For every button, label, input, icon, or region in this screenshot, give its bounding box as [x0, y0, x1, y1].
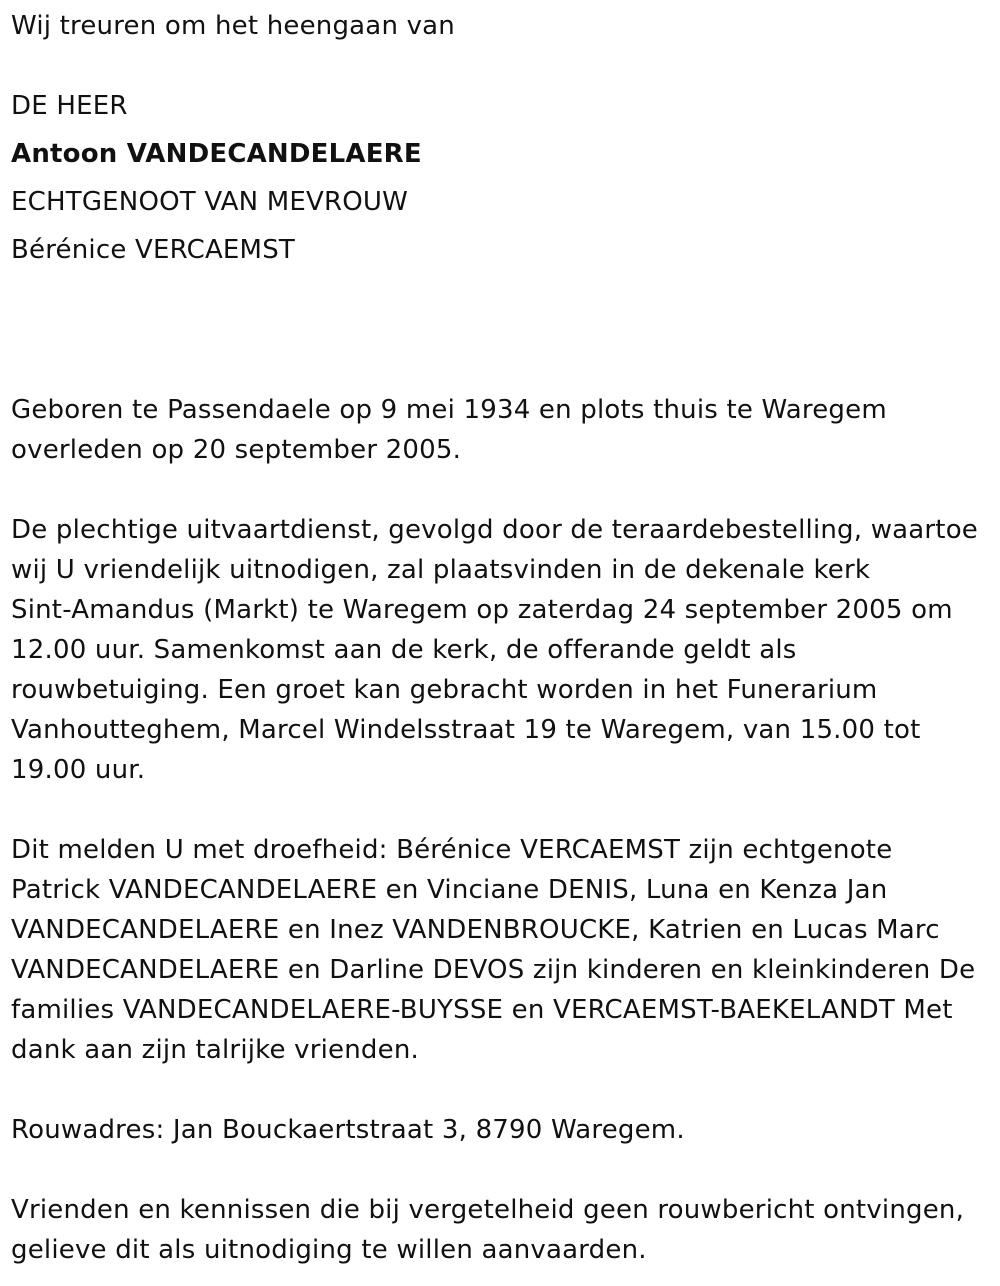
- funeral-line-2: wij U vriendelijk uitnodigen, zal plaatsvinden in de dekenale kerk: [11, 555, 871, 585]
- family-line-3: VANDECANDELAERE en Inez VANDENBROUCKE, Katrien en Lucas Marc: [11, 915, 940, 945]
- birth-death-line-2: overleden op 20 september 2005.: [11, 435, 462, 465]
- family-line-6: dank aan zijn talrijke vrienden.: [11, 1035, 419, 1065]
- birth-death-line-1: Geboren te Passendaele op 9 mei 1934 en plots thuis te Waregem: [11, 395, 887, 425]
- funeral-line-4: 12.00 uur. Samenkomst aan de kerk, de offerande geldt als: [11, 635, 797, 665]
- closing-line-2: gelieve dit als uitnodiging te willen aanvaarden.: [11, 1235, 647, 1265]
- funeral-line-1: De plechtige uitvaartdienst, gevolgd door de teraardebestelling, waartoe: [11, 515, 979, 545]
- family-line-4: VANDECANDELAERE en Darline DEVOS zijn kinderen en kleinkinderen De: [11, 955, 976, 985]
- closing-line-1: Vrienden en kennissen die bij vergetelheid geen rouwbericht ontvingen,: [11, 1195, 965, 1225]
- deceased-name: Antoon VANDECANDELAERE: [11, 139, 422, 169]
- family-line-5: families VANDECANDELAERE-BUYSSE en VERCAEMST-BAEKELANDT Met: [11, 995, 953, 1025]
- spouse-name: Bérénice VERCAEMST: [11, 235, 295, 265]
- funeral-line-7: 19.00 uur.: [11, 755, 146, 785]
- mourning-address: Rouwadres: Jan Bouckaertstraat 3, 8790 Waregem.: [11, 1115, 685, 1145]
- family-line-1: Dit melden U met droefheid: Bérénice VERCAEMST zijn echtgenote: [11, 835, 893, 865]
- title-prefix: DE HEER: [11, 91, 128, 121]
- funeral-line-5: rouwbetuiging. Een groet kan gebracht worden in het Funerarium: [11, 675, 878, 705]
- family-line-2: Patrick VANDECANDELAERE en Vinciane DENIS, Luna en Kenza Jan: [11, 875, 888, 905]
- intro-text: Wij treuren om het heengaan van: [11, 11, 455, 41]
- spouse-prefix: ECHTGENOOT VAN MEVROUW: [11, 187, 409, 217]
- funeral-line-6: Vanhoutteghem, Marcel Windelsstraat 19 te Waregem, van 15.00 tot: [11, 715, 921, 745]
- funeral-line-3: Sint-Amandus (Markt) te Waregem op zaterdag 24 september 2005 om: [11, 595, 953, 625]
